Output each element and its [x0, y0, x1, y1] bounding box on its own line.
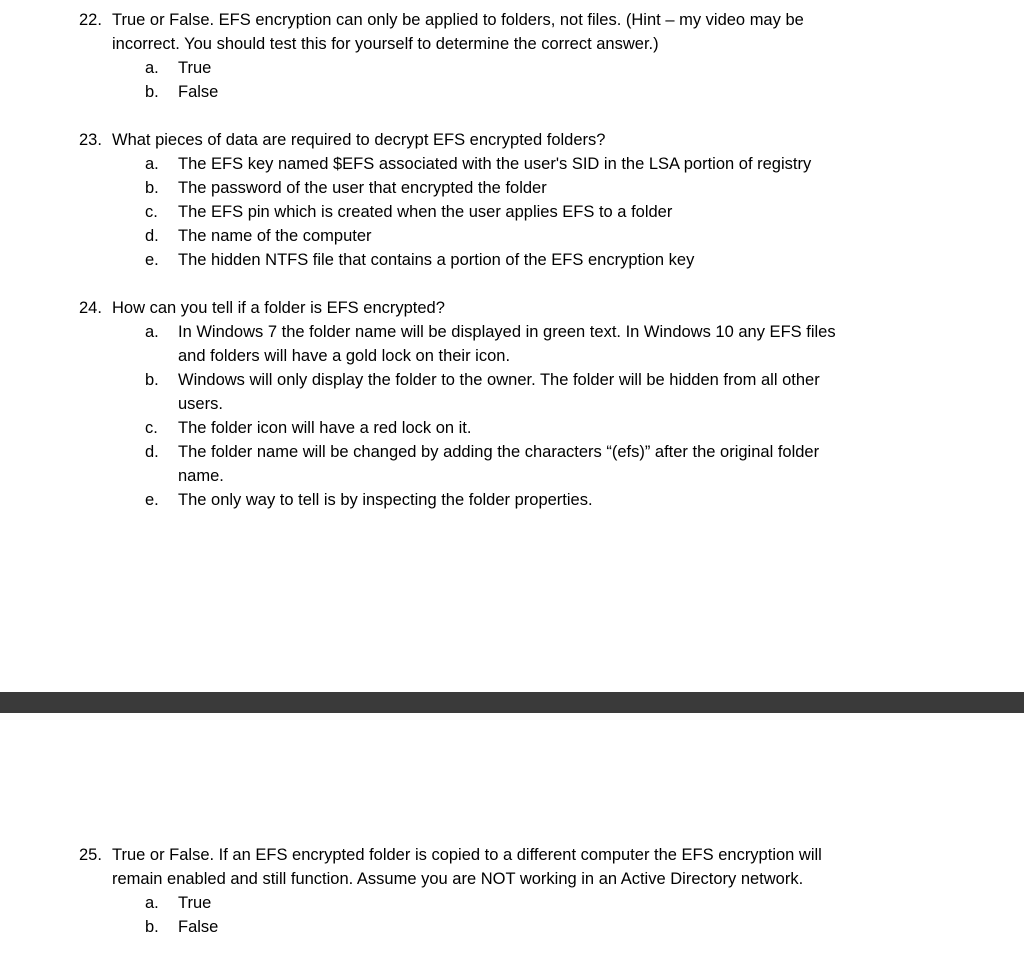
option-letter: b. — [145, 83, 159, 101]
option-letter: e. — [145, 251, 159, 269]
option-letter: d. — [145, 443, 159, 461]
question-number: 25. — [79, 846, 102, 864]
answer-option — [79, 80, 1009, 104]
option-text: The EFS key named $EFS associated with the user's SID in the LSA portion of registry — [178, 155, 812, 173]
answer-option — [79, 891, 1009, 915]
option-letter: a. — [145, 323, 159, 341]
question-22 — [79, 8, 1009, 104]
option-letter: c. — [145, 203, 158, 221]
option-letter: b. — [145, 371, 159, 389]
option-letter: b. — [145, 179, 159, 197]
answer-option — [79, 416, 1009, 440]
answer-option — [79, 248, 1009, 272]
option-text: The folder icon will have a red lock on it. — [178, 419, 472, 437]
question-24 — [79, 296, 1009, 512]
option-text: Windows will only display the folder to the owner. The folder will be hidden from all other — [178, 371, 820, 389]
option-text: True — [178, 59, 212, 77]
option-text: The password of the user that encrypted the folder — [178, 179, 547, 197]
answer-option — [79, 488, 1009, 512]
answer-option — [79, 56, 1009, 80]
option-text: The only way to tell is by inspecting the folder properties. — [178, 491, 593, 509]
answer-option — [79, 320, 1009, 344]
question-text: incorrect. You should test this for yourself to determine the correct answer.) — [112, 35, 659, 53]
option-letter: d. — [145, 227, 159, 245]
option-text: name. — [178, 467, 224, 485]
option-text: True — [178, 894, 212, 912]
answer-option — [79, 915, 1009, 939]
document-page-2 — [0, 713, 1024, 959]
question-text: True or False. EFS encryption can only be applied to folders, not files. (Hint – my video may be — [112, 11, 804, 29]
question-25 — [79, 843, 1009, 939]
answer-option — [79, 440, 1009, 464]
question-text: remain enabled and still function. Assume you are NOT working in an Active Directory network. — [112, 870, 804, 888]
question-text: What pieces of data are required to decrypt EFS encrypted folders? — [112, 131, 606, 149]
option-text: False — [178, 918, 219, 936]
option-letter: a. — [145, 59, 159, 77]
option-letter: e. — [145, 491, 159, 509]
option-text: The EFS pin which is created when the user applies EFS to a folder — [178, 203, 673, 221]
option-text: The hidden NTFS file that contains a portion of the EFS encryption key — [178, 251, 695, 269]
answer-option — [79, 368, 1009, 392]
answer-option — [79, 200, 1009, 224]
question-text: True or False. If an EFS encrypted folder is copied to a different computer the EFS encryption will — [112, 846, 822, 864]
option-text: False — [178, 83, 219, 101]
answer-option — [79, 152, 1009, 176]
option-letter: a. — [145, 894, 159, 912]
question-text: How can you tell if a folder is EFS encrypted? — [112, 299, 445, 317]
option-letter: b. — [145, 918, 159, 936]
option-text: In Windows 7 the folder name will be displayed in green text. In Windows 10 any EFS files — [178, 323, 836, 341]
option-text: users. — [178, 395, 223, 413]
option-letter: a. — [145, 155, 159, 173]
option-text: and folders will have a gold lock on their icon. — [178, 347, 511, 365]
answer-option — [79, 176, 1009, 200]
option-letter: c. — [145, 419, 158, 437]
question-number: 22. — [79, 11, 102, 29]
option-text: The folder name will be changed by adding the characters “(efs)” after the original folder — [178, 443, 820, 461]
question-23 — [79, 128, 1009, 272]
question-number: 23. — [79, 131, 102, 149]
page-break — [0, 692, 1024, 713]
question-number: 24. — [79, 299, 102, 317]
answer-option — [79, 224, 1009, 248]
option-text: The name of the computer — [178, 227, 372, 245]
